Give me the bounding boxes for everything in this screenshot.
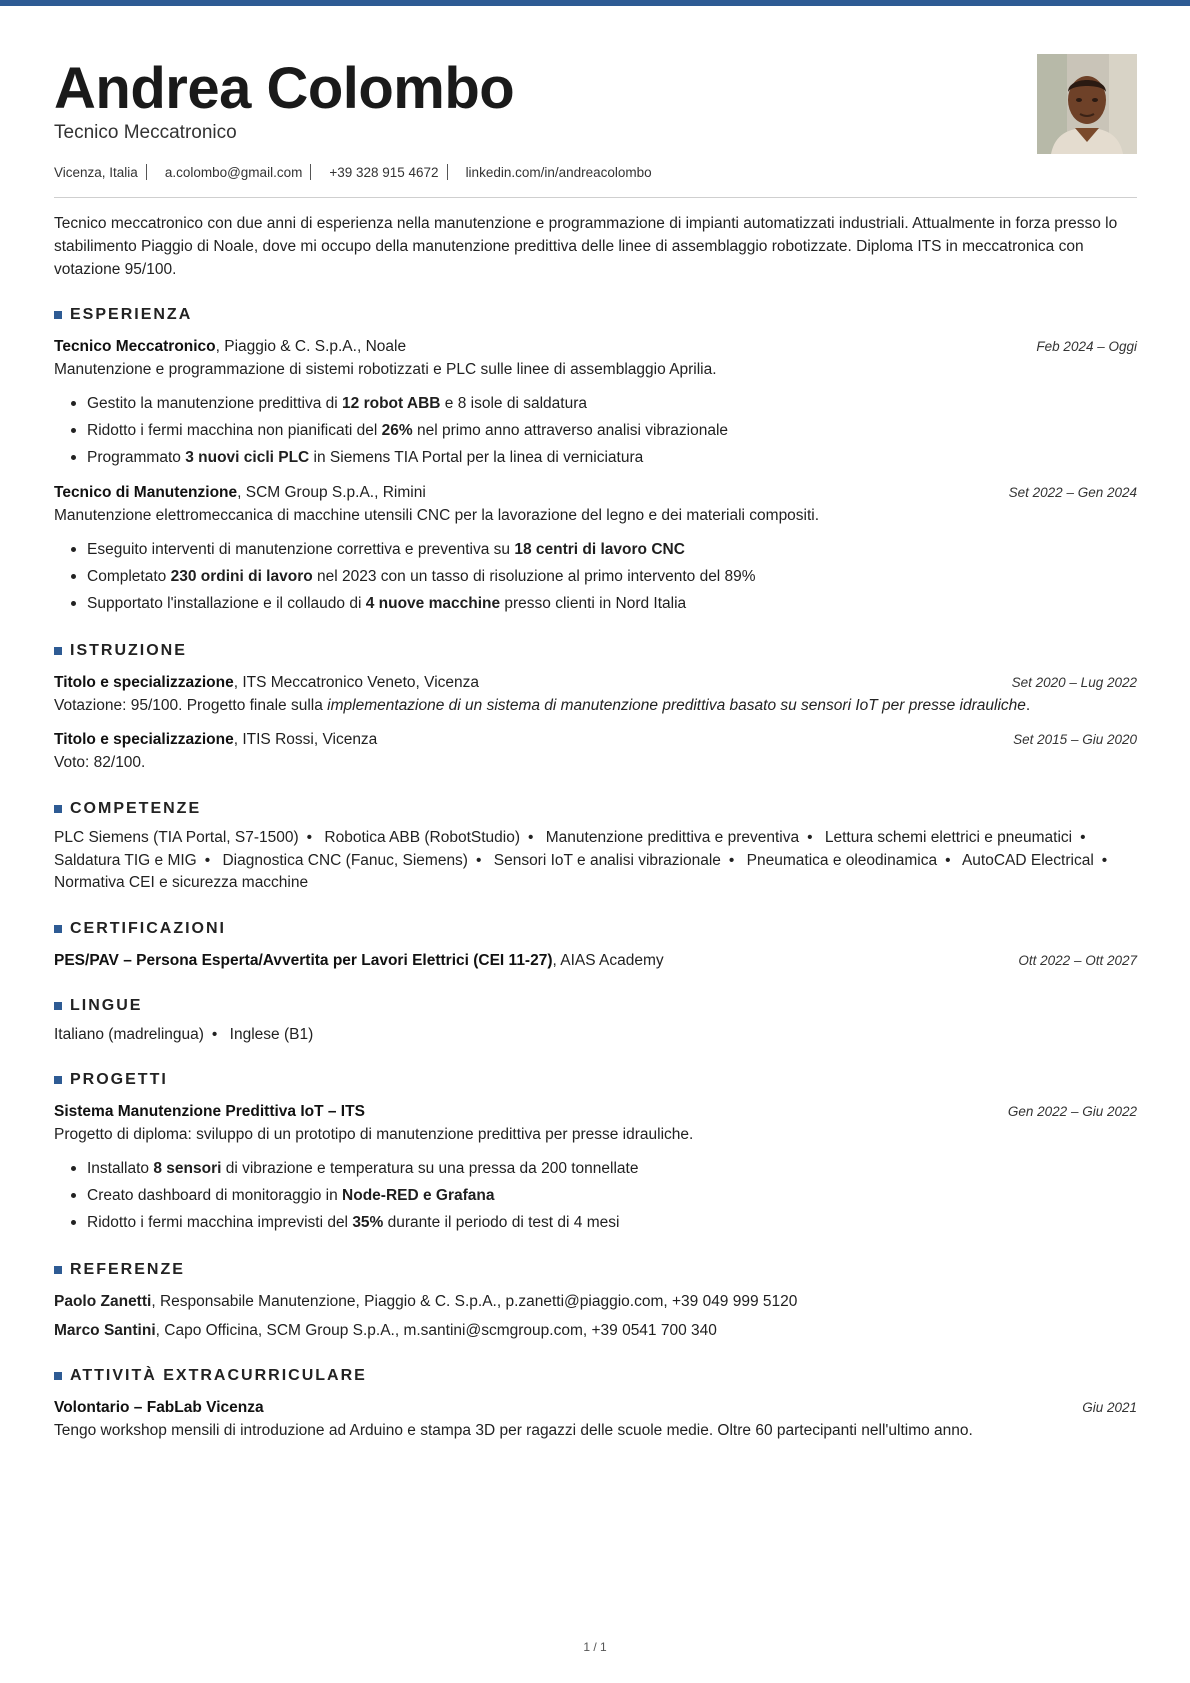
bullet-item: Gestito la manutenzione predittiva di 12 robot ABB e 8 isole di saldatura (87, 390, 1137, 417)
entry-header (54, 1396, 1137, 1419)
section-certifications-title (54, 919, 1137, 939)
job-bullets (87, 390, 1137, 471)
skills-list: PLC Siemens (TIA Portal, S7-1500) • Robotica ABB (RobotStudio) • Manutenzione predittiva e preventiva • Lettura schemi elettrici e pneumatici • Saldatura TIG e MIG • Diagnostica CNC (Fanuc, Siemens) • Sensori IoT e analisi vibrazionale • Pneumatica e oleodinamica • AutoCAD Electrical • Normativa CEI e sicurezza macchine (54, 829, 1108, 891)
contact-separator (146, 164, 147, 180)
candidate-role: Tecnico Meccatronico (54, 122, 237, 143)
experience-entry (54, 481, 1137, 617)
languages-list: Italiano (madrelingua) • Inglese (B1) (54, 1025, 314, 1043)
job-company: , SCM Group S.p.A., Rimini (237, 484, 426, 501)
header-divider (54, 197, 1137, 198)
entry-header (54, 1100, 1137, 1123)
job-position: Tecnico di Manutenzione (54, 484, 238, 501)
summary-paragraph: Tecnico meccatronico con due anni di esperienza nella manutenzione e programmazione di impianti automatizzati industriali. Attualmente in forza presso lo stabilimento Piaggio di Noale, dove mi occupo della manutenzione predittiva delle linee di assemblaggio robotizzate. Diploma ITS in meccatronica con votazione 95/100. (54, 215, 1118, 278)
education-description: Voto: 82/100. (54, 754, 146, 771)
project-description: Progetto di diploma: sviluppo di un prototipo di manutenzione predittiva per presse idrauliche. (54, 1126, 694, 1143)
extracurricular-entry (54, 1396, 1137, 1443)
certification-name: PES/PAV – Persona Esperta/Avvertita per Lavori Elettrici (CEI 11-27) (54, 951, 553, 969)
bullet-item: Eseguito interventi di manutenzione correttiva e preventiva su 18 centri di lavoro CNC (87, 536, 1137, 563)
bullet-item: Creato dashboard di monitoraggio in Node-RED e Grafana (87, 1182, 1137, 1209)
certification-entry (54, 949, 1137, 972)
contact-line (54, 164, 652, 180)
section-marker-icon (54, 311, 62, 319)
contact-email[interactable]: a.colombo@gmail.com (164, 164, 303, 180)
candidate-name: Andrea Colombo (54, 56, 515, 121)
section-title-text: LINGUE (70, 996, 143, 1014)
skill-item: Manutenzione predittiva e preventiva (545, 829, 800, 846)
extracurricular-date: Giu 2021 (1082, 1400, 1137, 1415)
job-position: Tecnico Meccatronico (54, 338, 216, 355)
extracurricular-name: Volontario – FabLab Vicenza (54, 1399, 264, 1416)
resume-header (54, 0, 1137, 198)
job-date: Set 2022 – Gen 2024 (1008, 485, 1137, 500)
section-marker-icon (54, 805, 62, 813)
education-entry (54, 728, 1137, 775)
references-list (54, 1290, 1137, 1342)
section-title-text: ATTIVITÀ EXTRACURRICULARE (70, 1367, 367, 1384)
entry-header (54, 949, 1137, 972)
job-company: , Piaggio & C. S.p.A., Noale (215, 338, 407, 355)
bullet-item: Ridotto i fermi macchina imprevisti del 35% durante il periodo di test di 4 mesi (87, 1209, 1137, 1236)
section-title-text: PROGETTI (70, 1071, 168, 1088)
resume-page (54, 0, 1137, 1443)
section-title-text: REFERENZE (70, 1261, 185, 1278)
education-degree: Titolo e specializzazione (54, 731, 234, 748)
entry-header (54, 481, 1137, 504)
education-date: Set 2015 – Giu 2020 (1013, 732, 1137, 747)
section-languages-title (54, 996, 1137, 1016)
contact-location: Vicenza, Italia (54, 164, 138, 180)
skill-item: Lettura schemi elettrici e pneumatici (824, 829, 1073, 846)
profile-photo (1037, 54, 1137, 154)
reference-item: Paolo Zanetti, Responsabile Manutenzione, Piaggio & C. S.p.A., p.zanetti@piaggio.com, +39 049 999 5120 (54, 1293, 798, 1310)
job-description: Manutenzione e programmazione di sistemi robotizzati e PLC sulle linee di assemblaggio Aprilia. (54, 361, 717, 378)
extracurricular-description: Tengo workshop mensili di introduzione ad Arduino e stampa 3D per ragazzi delle scuole medie. Oltre 60 partecipanti nell'ultimo anno. (54, 1422, 973, 1439)
contact-phone[interactable]: +39 328 915 4672 (329, 164, 439, 180)
section-marker-icon (54, 1002, 62, 1010)
bullet-item: Programmato 3 nuovi cicli PLC in Siemens TIA Portal per la linea di verniciatura (87, 444, 1137, 471)
section-education-title (54, 641, 1137, 661)
skill-item: AutoCAD Electrical (961, 851, 1094, 869)
section-extracurricular-title (54, 1366, 1137, 1386)
reference-item: Marco Santini, Capo Officina, SCM Group S.p.A., m.santini@scmgroup.com, +39 0541 700 340 (54, 1322, 717, 1339)
bullet-item: Installato 8 sensori di vibrazione e temperatura su una pressa da 200 tonnellate (87, 1155, 1137, 1182)
section-skills-title (54, 799, 1137, 819)
skill-item: Pneumatica e oleodinamica (746, 851, 938, 869)
entry-header (54, 335, 1137, 358)
entry-header (54, 728, 1137, 751)
language-item: Inglese (B1) (229, 1025, 314, 1043)
job-date: Feb 2024 – Oggi (1036, 339, 1137, 354)
project-entry (54, 1100, 1137, 1236)
project-date: Gen 2022 – Giu 2022 (1007, 1104, 1137, 1119)
section-experience-title (54, 305, 1137, 325)
contact-linkedin[interactable]: linkedin.com/in/andreacolombo (465, 164, 652, 180)
education-degree: Titolo e specializzazione (54, 674, 234, 691)
project-name: Sistema Manutenzione Predittiva IoT – ITS (54, 1103, 365, 1120)
section-marker-icon (54, 647, 62, 655)
experience-entry (54, 335, 1137, 471)
section-marker-icon (54, 925, 62, 933)
section-marker-icon (54, 1076, 62, 1084)
bullet-item: Supportato l'installazione e il collaudo di 4 nuove macchine presso clienti in Nord Italia (87, 590, 1137, 617)
skill-item: Saldatura TIG e MIG (54, 851, 197, 869)
skill-item: Diagnostica CNC (Fanuc, Siemens) (222, 851, 468, 869)
section-title-text: ESPERIENZA (70, 306, 193, 323)
entry-header (54, 671, 1137, 694)
section-references-title (54, 1260, 1137, 1280)
education-description: Votazione: 95/100. Progetto finale sulla implementazione di un sistema di manutenzione predittiva basato su sensori IoT per presse idrauliche. (54, 697, 1031, 714)
education-date: Set 2020 – Lug 2022 (1011, 675, 1137, 690)
section-title-text: CERTIFICAZIONI (70, 919, 226, 937)
certification-issuer: , AIAS Academy (552, 951, 664, 969)
skill-item: Sensori IoT e analisi vibrazionale (493, 851, 721, 869)
job-description: Manutenzione elettromeccanica di macchine utensili CNC per la lavorazione del legno e dei materiali compositi. (54, 507, 820, 524)
skill-item: Normativa CEI e sicurezza macchine (54, 874, 309, 891)
section-title-text: ISTRUZIONE (70, 642, 187, 659)
skill-item: Robotica ABB (RobotStudio) (324, 829, 521, 846)
contact-separator (310, 164, 311, 180)
bullet-item: Completato 230 ordini di lavoro nel 2023 con un tasso di risoluzione al primo intervento del 89% (87, 563, 1137, 590)
education-school: , ITIS Rossi, Vicenza (233, 731, 378, 748)
education-entry (54, 671, 1137, 718)
skill-item: PLC Siemens (TIA Portal, S7-1500) (54, 829, 299, 846)
section-marker-icon (54, 1372, 62, 1380)
contact-separator (447, 164, 448, 180)
project-bullets (87, 1155, 1137, 1236)
section-projects-title (54, 1070, 1137, 1090)
job-bullets (87, 536, 1137, 617)
section-title-text: COMPETENZE (70, 800, 202, 817)
language-item: Italiano (madrelingua) (54, 1025, 204, 1043)
certification-date: Ott 2022 – Ott 2027 (1018, 952, 1137, 968)
bullet-item: Ridotto i fermi macchina non pianificati del 26% nel primo anno attraverso analisi vibrazionale (87, 417, 1137, 444)
section-marker-icon (54, 1266, 62, 1274)
education-school: , ITS Meccatronico Veneto, Vicenza (233, 674, 479, 691)
page-number: 1 / 1 (583, 1640, 607, 1654)
